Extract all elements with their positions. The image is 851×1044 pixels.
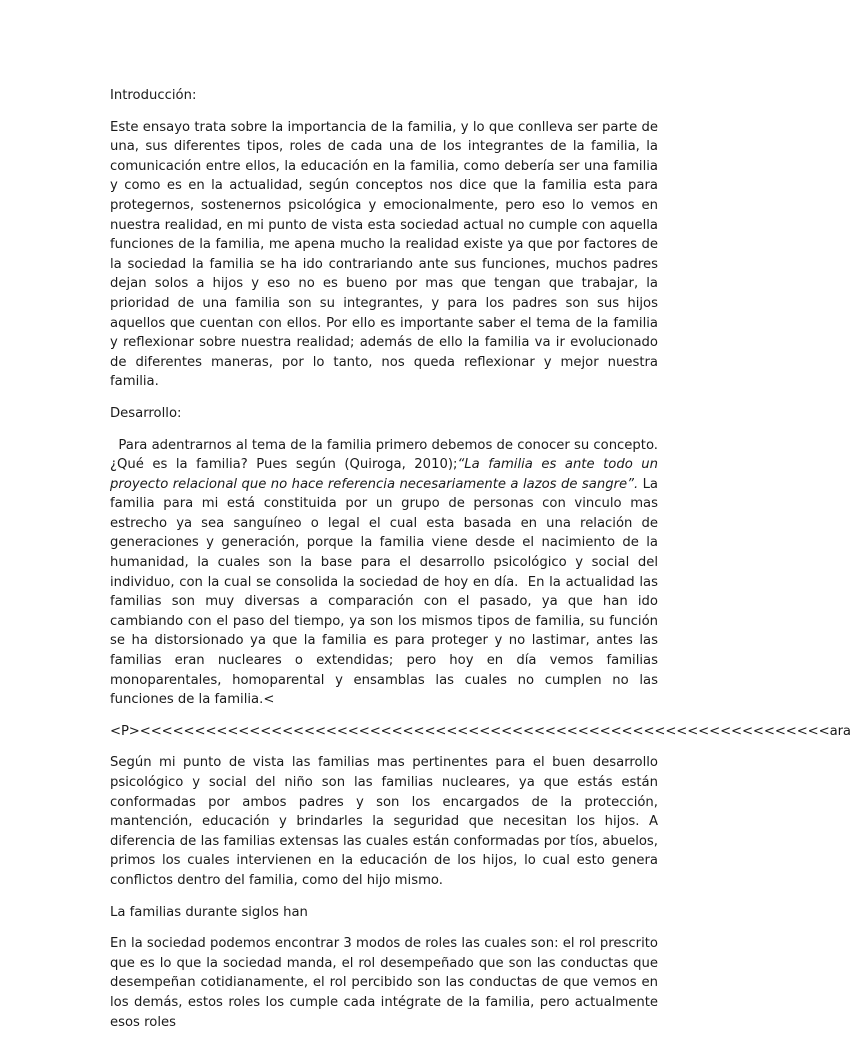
development-paragraph-2: Según mi punto de vista las familias mas pertinentes para el buen desarrollo psicológico y social del niño son las familias nucleares, ya que estás están conformadas por ambos padres y son los encargados de la protección, mantención, educación y brindarles la seguridad que necesitan los hijos. A diferencia de las familias extensas las cuales están conformadas por tíos, abuelos, primos los cuales intervienen en la educación de los hijos, lo cual esto genera conflictos dentro del familia, como del hijo mismo. [110, 755, 658, 888]
development-paragraph-1-rest: La familia para mi está constituida por un grupo de personas con vinculo mas estrecho ya sea sanguíneo o legal el cual esta basada en una relación de generaciones y generación, porque la familia viene desde el nacimiento de la humanidad, la cuales son la base para el desarrollo psicológico y social del individuo, con la cual se consolida la sociedad de hoy en día. En la actualidad las familias son muy diversas a comparación con el pasado, ya que han ido cambiando con el paso del tiempo, ya son los mismos tipos de familia, su función se ha distorsionado ya que la familia es para proteger y no lastimar, antes las familias eran nucleares o extendidas; pero hoy en día vemos familias monoparentales, homoparental y ensamblas las cuales no cumplen no las funciones de la familia.< [110, 476, 663, 708]
intro-paragraph: Este ensayo trata sobre la importancia de la familia, y lo que conlleva ser parte de una, sus diferentes tipos, roles de cada una de los integrantes de la familia, la comunicación entre ellos, la educación en la familia, como debería ser una familia y como es en la actualidad, según conceptos nos dice que la familia esta para protegernos, sostenernos psicológica y emocionalmente, pero eso lo vemos en nuestra realidad, en mi punto de vista esta sociedad actual no cumple con aquella funciones de la familia, me apena mucho la realidad existe ya que por factores de la sociedad la familia se ha ido contrariando ante sus funciones, muchos padres dejan solos a hijos y eso no es bueno por mas que tengan que trabajar, la prioridad de una familia son su integrantes, y para los padres son sus hijos aquellos que cuentan con ellos. Por ello es importante saber el tema de la familia y reflexionar sobre nuestra realidad; además de ello la familia va ir evolucionado de diferentes maneras, por lo tanto, nos queda reflexionar y mejor nuestra familia. [110, 119, 658, 390]
sub-heading: La familias durante siglos han [110, 904, 308, 920]
stray-markup-line: <P><<<<<<<<<<<<<<<<<<<<<<<<<<<<<<<<<<<<<<<<<<<<<<<<<<<<<<<<<<<<<<<ara [110, 723, 851, 739]
development-paragraph-1-intro: Para adentrarnos al tema de la familia primero debemos de conocer su concepto. ¿Qué es la familia? Pues según (Quiroga, 2010); [110, 437, 663, 473]
quiroga-quote: “La familia es ante todo un proyecto relacional que no hace referencia necesariamente a lazos de sangre”. [110, 457, 663, 492]
document-body [110, 86, 851, 1044]
development-paragraph-3: En la sociedad podemos encontrar 3 modos de roles las cuales son: el rol prescrito que es lo que la sociedad manda, el rol desempeñado que son las conductas que desempeñan cotidianamente, el rol percibido son las conductas de que vemos en los demás, estos roles los cumple cada intégrate de la familia, pero actualmente esos roles [110, 936, 658, 1030]
development-heading: Desarrollo: [110, 405, 182, 421]
intro-heading: Introducción: [110, 88, 197, 103]
development-paragraph-1 [110, 436, 663, 710]
